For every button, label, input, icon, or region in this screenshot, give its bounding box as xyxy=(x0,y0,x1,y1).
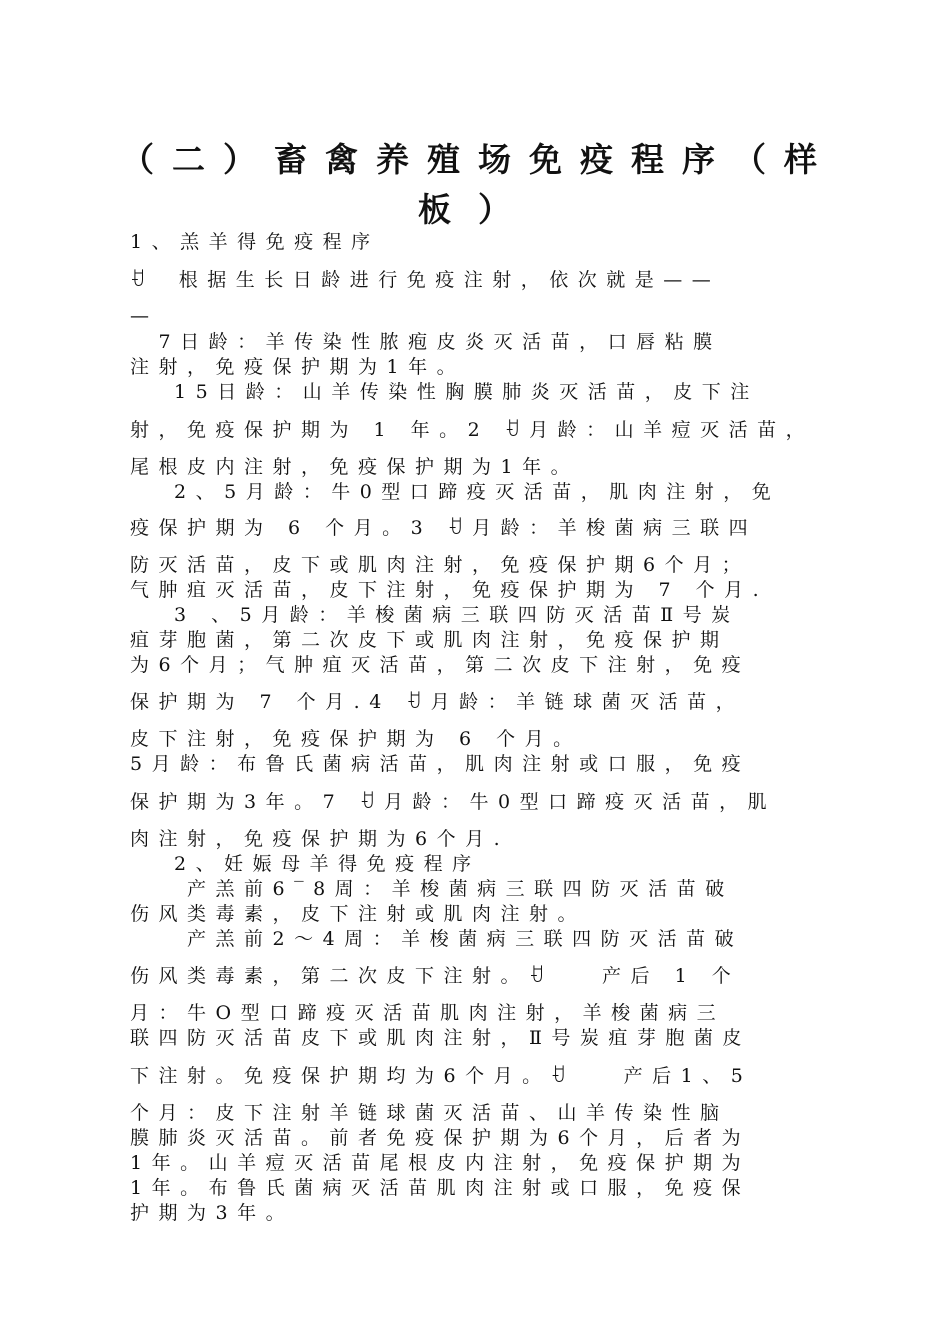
body-line: 3 、5月龄：羊梭菌病三联四防灭活苗Ⅱ号炭 xyxy=(130,604,740,626)
body-line: 2、5月龄：牛0型口蹄疫灭活苗，肌肉注射，免 xyxy=(130,481,781,503)
body-line: 疫保护期为 6 个月。3 ꀀ月龄：羊梭菌病三联四 xyxy=(130,517,758,539)
body-line: 保护期为 7 个月.4 ꀀ月龄：羊链球菌灭活苗， xyxy=(130,691,745,713)
body-line: 产羔前6‾8周：羊梭菌病三联四防灭活苗破 xyxy=(130,878,734,900)
body-line: 产羔前2～4周：羊梭菌病三联四防灭活苗破 xyxy=(130,928,744,950)
document-title-line-1: （二）畜禽养殖场免疫程序（样 xyxy=(121,140,835,179)
body-line: 尾根皮内注射，免疫保护期为1年。 xyxy=(130,456,580,478)
body-line: — xyxy=(130,305,159,327)
body-line: 1年。布鲁氏菌病灭活苗肌肉注射或口服，免疫保 xyxy=(130,1177,751,1199)
body-line: 防灭活苗，皮下或肌肉注射，免疫保护期6个月； xyxy=(130,554,751,576)
body-line: 5月龄：布鲁氏菌病活苗，肌肉注射或口服，免疫 xyxy=(130,753,751,775)
body-line: 月：牛O型口蹄疫灭活苗肌肉注射，羊梭菌病三 xyxy=(130,1002,726,1024)
body-line: 为6个月；气肿疽灭活苗，第二次皮下注射，免疫 xyxy=(130,654,751,676)
body-line: 1年。山羊痘灭活苗尾根皮内注射，免疫保护期为 xyxy=(130,1152,751,1174)
body-line: 伤风类毒素，皮下注射或肌肉注射。 xyxy=(130,903,587,925)
body-line: 7日龄：羊传染性脓疱皮炎灭活苗，口唇粘膜 xyxy=(130,331,722,353)
body-line: 皮下注射，免疫保护期为 6 个月。 xyxy=(130,728,582,750)
body-line: 伤风类毒素，第二次皮下注射。ꀀ 产后 1 个 xyxy=(130,965,741,987)
body-line: 保护期为3年。7 ꀀ月龄：牛0型口蹄疫灭活苗，肌 xyxy=(130,791,777,813)
body-line: 15日龄：山羊传染性胸膜肺炎灭活苗，皮下注 xyxy=(130,381,759,403)
document-title-line-2: 板） xyxy=(418,190,538,229)
body-line: 疽芽胞菌，第二次皮下或肌肉注射，免疫保护期 xyxy=(130,629,729,651)
body-line: ꀀ 根据生长日龄进行免疫注射，依次就是—— xyxy=(130,269,721,291)
body-line: 射，免疫保护期为 1 年。2 ꀀ月龄：山羊痘灭活苗， xyxy=(130,419,815,441)
body-line: 下注射。免疫保护期均为6个月。ꀀ 产后1、5 xyxy=(130,1065,753,1087)
body-line: 膜肺炎灭活苗。前者免疫保护期为6个月，后者为 xyxy=(130,1127,751,1149)
body-line: 联四防灭活苗皮下或肌肉注射，Ⅱ号炭疽芽胞菌皮 xyxy=(130,1027,751,1049)
body-line: 注射，免疫保护期为1年。 xyxy=(130,356,466,378)
body-line: 护期为3年。 xyxy=(130,1202,295,1224)
body-line: 肉注射，免疫保护期为6个月. xyxy=(130,828,510,850)
body-line: 气肿疽灭活苗，皮下注射，免疫保护期为 7 个月. xyxy=(130,579,769,601)
body-line: 个月：皮下注射羊链球菌灭活苗、山羊传染性脑 xyxy=(130,1102,729,1124)
section-heading-ewe: 2、妊娠母羊得免疫程序 xyxy=(130,853,481,875)
section-heading-lamb: 1、羔羊得免疫程序 xyxy=(130,231,380,253)
